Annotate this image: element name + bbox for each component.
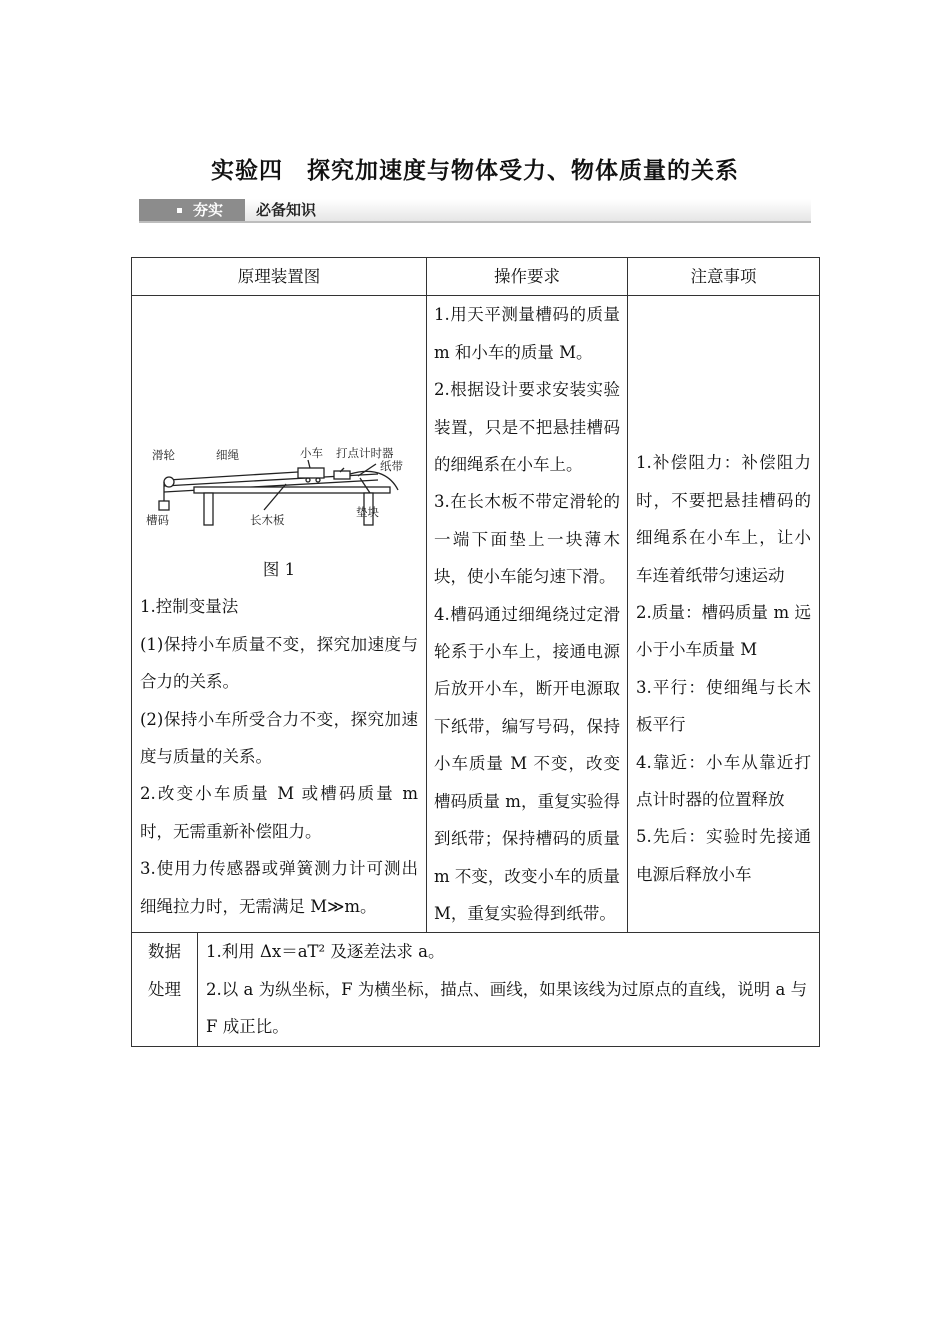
data-processing-text bbox=[198, 933, 819, 1045]
notes-cell bbox=[628, 296, 820, 933]
data-processing-item: 2.以 a 为纵坐标，F 为横坐标，描点、画线，如果该线为过原点的直线，说明 a 与 F 成正比。 bbox=[206, 979, 808, 1037]
note-item: 3.平行：使细绳与长木板平行 bbox=[636, 677, 811, 735]
operation-item: 3.在长木板不带定滑轮的一端下面垫上一块薄木块，使小车能匀速下滑。 bbox=[434, 492, 620, 587]
label-board: 长木板 bbox=[250, 513, 285, 528]
section-banner bbox=[139, 199, 811, 223]
principle-item: (1)保持小车质量不变，探究加速度与合力的关系。 bbox=[140, 634, 418, 692]
operations-cell bbox=[427, 296, 628, 933]
label-weight: 槽码 bbox=[146, 513, 169, 528]
principle-item: 1.控制变量法 bbox=[140, 597, 239, 617]
page-title: 实验四 探究加速度与物体受力、物体质量的关系 bbox=[211, 158, 739, 184]
data-processing-cell bbox=[198, 933, 820, 1046]
note-item: 4.靠近：小车从靠近打点计时器的位置释放 bbox=[636, 752, 811, 810]
header-operations: 操作要求 bbox=[427, 258, 628, 296]
experiment-table bbox=[131, 257, 820, 1047]
header-notes: 注意事项 bbox=[628, 258, 820, 296]
principle-text bbox=[132, 588, 426, 925]
label-cart: 小车 bbox=[300, 446, 323, 461]
principle-item: 2.改变小车质量 M 或槽码质量 m 时，无需重新补偿阻力。 bbox=[140, 784, 418, 841]
principle-cell bbox=[132, 296, 427, 933]
note-item: 5.先后：实验时先接通电源后释放小车 bbox=[636, 827, 811, 884]
operation-item: 1.用天平测量槽码的质量 m 和小车的质量 M。 bbox=[434, 305, 620, 362]
label-pulley: 滑轮 bbox=[152, 448, 175, 463]
apparatus-diagram bbox=[146, 444, 412, 529]
operation-item: 2.根据设计要求安装实验装置，只是不把悬挂槽码的细绳系在小车上。 bbox=[434, 380, 620, 475]
label-timer: 打点计时器 bbox=[336, 446, 394, 461]
label-tape: 纸带 bbox=[380, 459, 403, 474]
label-block: 垫块 bbox=[356, 505, 379, 520]
apparatus-figure bbox=[132, 296, 426, 551]
label-rope: 细绳 bbox=[216, 448, 239, 463]
notes-text bbox=[628, 296, 819, 893]
data-processing-header: 数据处理 bbox=[132, 933, 198, 1046]
content-row bbox=[132, 296, 820, 933]
note-item: 1.补偿阻力：补偿阻力时，不要把悬挂槽码的细绳系在小车上，让小车连着纸带匀速运动 bbox=[636, 453, 811, 585]
note-item: 2.质量：槽码质量 m 远小于小车质量 M bbox=[636, 603, 811, 660]
header-row bbox=[132, 258, 820, 296]
data-processing-item: 1.利用 Δx＝aT² 及逐差法求 a。 bbox=[206, 942, 445, 962]
principle-item: 3.使用力传感器或弹簧测力计可测出细绳拉力时，无需满足 M≫m。 bbox=[140, 859, 418, 916]
banner-tag: 夯实 bbox=[139, 199, 245, 221]
operations-text bbox=[427, 296, 627, 932]
banner-label: 必备知识 bbox=[256, 201, 317, 219]
operation-item: 4.槽码通过细绳绕过定滑轮系于小车上，接通电源后放开小车，断开电源取下纸带，编写号码，保持小车质量 M 不变，改变槽码质量 m，重复实验得到纸带；保持槽码的质量 m 不变，改变小车的质量 M，重复实验得到纸带。 bbox=[434, 604, 620, 923]
principle-item: (2)保持小车所受合力不变，探究加速度与质量的关系。 bbox=[140, 709, 418, 767]
figure-caption: 图 1 bbox=[262, 560, 296, 580]
header-principle: 原理装置图 bbox=[132, 258, 427, 296]
data-processing-row bbox=[132, 933, 820, 1046]
